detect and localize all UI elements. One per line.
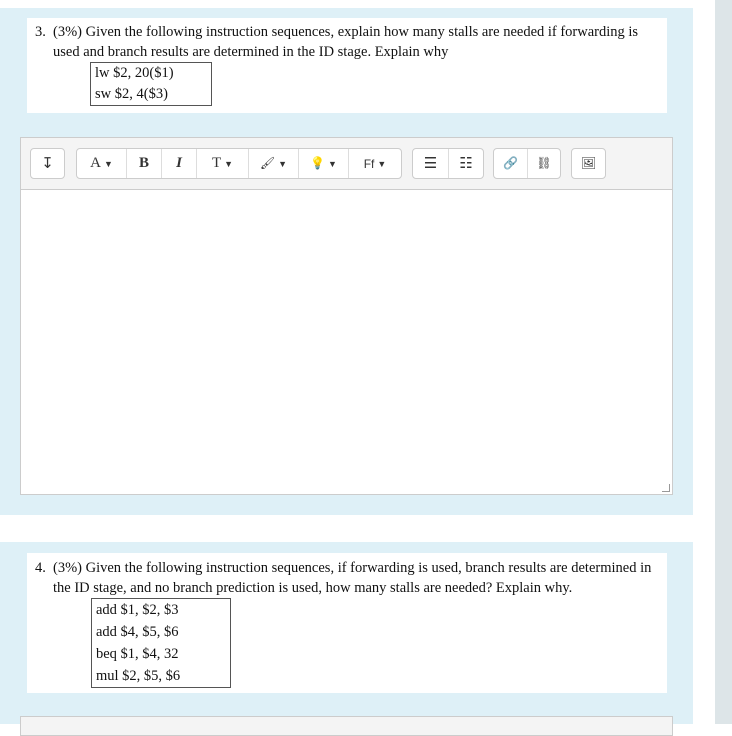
background-color-button[interactable] (249, 149, 299, 178)
chevron-down-icon: ▼ (278, 158, 288, 169)
expand-toolbar-button[interactable] (31, 149, 64, 178)
chevron-down-icon: ▼ (328, 158, 337, 169)
question-number: 3. (35, 24, 46, 40)
code-line: mul $2, $5, $6 (96, 668, 181, 684)
answer-text-area[interactable] (21, 190, 672, 494)
editor-toolbar (21, 138, 672, 190)
answer-editor-toolbar (20, 716, 673, 736)
question-3-panel (0, 8, 693, 515)
question-3-image (27, 18, 667, 113)
code-line: lw $2, 20($1) (95, 65, 174, 81)
question-text: (3%) Given the following instruction sequences, explain how many stalls are needed if forwarding is (53, 24, 639, 40)
code-box (90, 62, 212, 106)
bullet-list-icon: ☰ (423, 156, 438, 172)
font-color-button[interactable] (77, 149, 127, 178)
question-text: used and branch results are determined in the ID stage. Explain why (53, 44, 449, 60)
font-size-button[interactable] (197, 149, 249, 178)
code-line: add $1, $2, $3 (96, 602, 179, 618)
chevron-down-icon: ▼ (103, 158, 113, 169)
code-line: add $4, $5, $6 (96, 624, 179, 640)
code-line: beq $1, $4, 32 (96, 646, 179, 662)
resize-handle[interactable] (662, 484, 670, 492)
italic-button[interactable] (162, 149, 197, 178)
image-icon: 🖼 (580, 156, 597, 170)
right-sidebar (715, 0, 732, 724)
styles-button[interactable] (299, 149, 349, 178)
font-family-icon: Ff (363, 156, 375, 171)
unlink-icon: ⛓ (536, 156, 552, 170)
bold-icon: B (138, 155, 149, 171)
question-number: 4. (35, 560, 46, 576)
link-icon: 🔗 (503, 156, 518, 170)
numbered-list-button[interactable] (449, 149, 483, 178)
link-button[interactable] (494, 149, 528, 178)
lightbulb-icon: 💡 (310, 156, 326, 170)
italic-icon: I (176, 155, 182, 171)
brush-icon: 🖌 (259, 156, 276, 170)
question-text: (3%) Given the following instruction sequences, if forwarding is used, branch results are determined in (53, 560, 652, 576)
bullet-list-button[interactable] (413, 149, 449, 178)
font-family-button[interactable] (349, 149, 401, 178)
chevron-down-icon: ▼ (224, 158, 234, 169)
code-box (91, 598, 231, 688)
numbered-list-icon: ☷ (459, 156, 473, 172)
question-4-panel (0, 542, 693, 724)
question-text: the ID stage, and no branch prediction is used, how many stalls are needed? Explain why. (53, 580, 573, 596)
unlink-button[interactable] (528, 149, 560, 178)
font-size-icon: T (211, 155, 222, 171)
code-line: sw $2, 4($3) (95, 86, 168, 102)
chevron-down-icon: ▼ (377, 158, 387, 169)
answer-editor (20, 137, 673, 495)
font-color-icon: A (90, 155, 101, 171)
bold-button[interactable] (127, 149, 162, 178)
insert-image-button[interactable] (572, 149, 605, 178)
expand-icon: ↧ (41, 156, 54, 172)
question-4-image (27, 553, 667, 693)
